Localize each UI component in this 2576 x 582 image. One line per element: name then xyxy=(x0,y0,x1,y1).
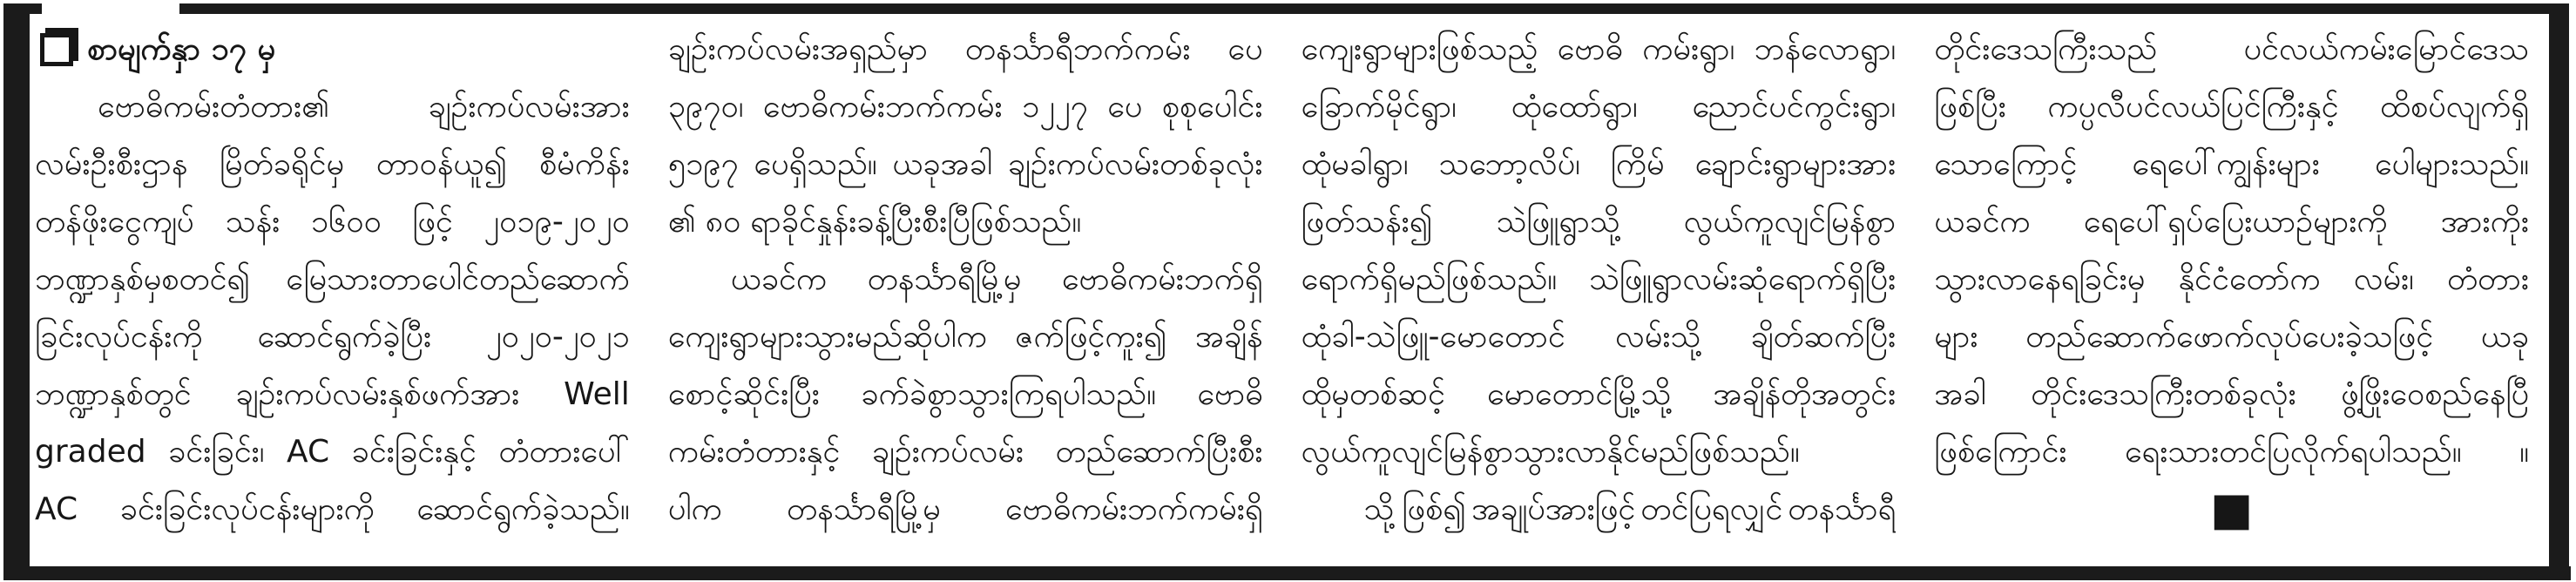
word: တနင်္သာရီမြို့မှ xyxy=(867,261,1022,297)
word: သဘော့လိပ်၊ xyxy=(1438,146,1580,182)
article-end-line xyxy=(1934,481,2529,538)
word: သို့ဖြစ်၍ xyxy=(1363,491,1467,527)
text-line xyxy=(668,193,1263,251)
word: တနင်္သာရီ xyxy=(1788,491,1897,527)
word: ခင်းခြင်းလုပ်ငန်းများကို xyxy=(119,491,375,527)
text-column-1 xyxy=(35,12,630,558)
text-line xyxy=(1302,366,1897,423)
word: တင်ပြရလျှင် xyxy=(1640,491,1783,527)
word: ဘန်လောရွာ၊ xyxy=(1754,31,1897,67)
word: တည်ဆောက်ပြီးစီး xyxy=(1055,434,1263,470)
word: ချဉ်းကပ်လမ်း xyxy=(871,434,1024,470)
word: ဇက်ဖြင့်ကူး၍ xyxy=(1015,319,1167,355)
frame-border-right xyxy=(2549,3,2569,579)
text-line xyxy=(35,78,630,136)
word: သွားလာနေရခြင်းမှ xyxy=(1934,261,2146,297)
word: ဘဏ္ဍာနှစ်မှစတင်၍ xyxy=(35,261,251,297)
word: ပေ xyxy=(1107,89,1143,125)
word: ဗောဓိ xyxy=(1197,376,1263,412)
word: ညောင်ပင်ကွင်းရွာ၊ xyxy=(1692,89,1897,125)
text-line xyxy=(35,308,630,366)
word: အချိန် xyxy=(1194,319,1263,355)
word: အခါ xyxy=(1934,376,1986,412)
text-column-4 xyxy=(1934,12,2529,558)
text-line xyxy=(668,136,1263,193)
word: တံတားပေါ် xyxy=(498,434,630,470)
word: ခက်ခဲစွာသွားကြရပါသည်။ xyxy=(861,376,1156,412)
word: AC xyxy=(35,491,78,527)
text-line xyxy=(668,308,1263,366)
word: ကြိမ် xyxy=(1610,146,1665,182)
frame-border-left xyxy=(3,3,30,579)
word: ကမ်းရွာ၊ xyxy=(1642,31,1735,67)
text-line xyxy=(668,481,1263,538)
text-line xyxy=(1934,136,2529,193)
word: ပေါများသည်။ xyxy=(2374,146,2529,182)
word: တည်ဆောက်ဖောက်လုပ်ပေးခဲ့သဖြင့် xyxy=(2025,319,2434,355)
word: ခင်းခြင်း၊ xyxy=(168,434,265,470)
word: ၏ xyxy=(667,204,696,240)
text-line xyxy=(1934,251,2529,308)
word: မြိတ်ခရိုင်မှ xyxy=(219,146,345,182)
word: တနင်္သာရီမြို့မှ xyxy=(786,491,941,527)
word: ခြင်းလုပ်ငန်းကို xyxy=(35,319,203,355)
word: များ xyxy=(1934,319,1978,355)
word: ဖြင့် xyxy=(412,204,453,240)
word: ဘဏ္ဍာနှစ်တွင် xyxy=(35,376,192,412)
word: ချဉ်းကပ်လမ်းအား xyxy=(428,89,630,125)
word: ဗောဓိကမ်းဘက်ကမ်းရှိ xyxy=(1004,491,1263,527)
word: ချဉ်းကပ်လမ်းအရှည်မှာ xyxy=(667,31,928,67)
text-line xyxy=(668,251,1263,308)
word: တိုင်းဒေသကြီးတစ်ခုလုံး xyxy=(2031,376,2296,412)
text-line xyxy=(1934,366,2529,423)
word: ဗောဓိကမ်းဘက်ရှိ xyxy=(1061,261,1263,297)
word: ခြောက်မိုင်ရွာ၊ xyxy=(1301,89,1457,125)
word: ပင်လယ်ကမ်းမြောင်ဒေသ xyxy=(2243,31,2529,67)
text-line xyxy=(35,423,630,481)
word: ၂၀၁၉-၂၀၂၀ xyxy=(483,204,630,240)
word: စောင့်ဆိုင်းပြီး xyxy=(667,376,820,412)
word: ဖြစ်ပြီး xyxy=(1934,89,2006,125)
word: အချိန်တိုအတွင်း xyxy=(1713,376,1897,412)
word: ဆောင်ရွက်ခဲ့ပြီး xyxy=(257,319,432,355)
word: ထုံထော်ရွာ၊ xyxy=(1511,89,1638,125)
word: ဗောဓိ xyxy=(1557,31,1623,67)
word: လွယ်ကူလျင်မြန်စွာ xyxy=(1683,204,1897,240)
word: ဆောင်ရွက်ခဲ့သည်။ xyxy=(416,491,630,527)
text-line xyxy=(1302,308,1897,366)
word: ယခင်က xyxy=(730,261,828,297)
text-line xyxy=(35,251,630,308)
word: ဗောဓိကမ်းဘက်ကမ်း xyxy=(762,89,1003,125)
text-line xyxy=(35,481,630,538)
word: ချဉ်းကပ်လမ်းတစ်ခုလုံး xyxy=(1007,146,1263,182)
word: ရေပေါ်ကျွန်းများ xyxy=(2132,146,2320,182)
text-line xyxy=(668,21,1263,78)
word: ရာခိုင်နှုန်းခန့်ပြီးစီးပြီဖြစ်သည်။ xyxy=(750,204,1082,240)
word: ၅၁၉၇ xyxy=(667,146,739,182)
word: သန်း xyxy=(225,204,281,240)
word: ကမ်းတံတားနှင့် xyxy=(667,434,841,470)
text-line xyxy=(668,423,1263,481)
word: သဲဖြူရွာလမ်းဆုံရောက်ရှိပြီး xyxy=(1589,261,1897,297)
word: မောတောင်မြို့သို့ xyxy=(1487,376,1672,412)
text-line xyxy=(668,78,1263,136)
continued-from-square-icon xyxy=(40,33,73,66)
word: ပေရှိသည်။ xyxy=(754,146,877,182)
word: မြေသားတာပေါင်တည်ဆောက် xyxy=(286,261,630,297)
text-line xyxy=(1934,78,2529,136)
word: စီမံကိန်း xyxy=(538,146,630,182)
word: ချိတ်ဆက်ပြီး xyxy=(1750,319,1897,355)
text-line xyxy=(1302,423,1897,481)
word: ၈၀ xyxy=(705,204,741,240)
word: လမ်းသို့ xyxy=(1615,319,1701,355)
word: သောကြောင့် xyxy=(1934,146,2078,182)
word: ၂၀၂၀-၂၀၂၁ xyxy=(486,319,630,355)
continued-from-label: စာမျက်နှာ ၁၇ မှ xyxy=(87,31,276,67)
word: နိုင်ငံတော်က xyxy=(2178,261,2321,297)
word: ရောက်ရှိမည်ဖြစ်သည်။ xyxy=(1301,261,1558,297)
text-line xyxy=(1934,308,2529,366)
continued-from-header xyxy=(35,21,630,78)
word: ထုံခါ-သဲဖြူ-မောတောင် xyxy=(1301,319,1565,355)
word: ။ xyxy=(2519,434,2529,470)
word: ဗောဓိကမ်းတံတား၏ xyxy=(98,89,330,125)
word: သဲဖြူရွာသို့ xyxy=(1496,204,1620,240)
text-line xyxy=(1302,21,1897,78)
word: ပေ xyxy=(1227,31,1263,67)
word: ချဉ်းကပ်လမ်းနှစ်ဖက်အား xyxy=(235,376,520,412)
word: ပါက xyxy=(667,491,722,527)
word: ရေးသားတင်ပြလိုက်ရပါသည်။ xyxy=(2125,434,2462,470)
text-line xyxy=(1934,21,2529,78)
word: ၁၂၂၇ xyxy=(1022,89,1088,125)
word: စုစုပေါင်း xyxy=(1161,89,1263,125)
word: အချုပ်အားဖြင့် xyxy=(1471,491,1636,527)
text-line xyxy=(35,136,630,193)
text-line xyxy=(1934,423,2529,481)
text-line xyxy=(1302,78,1897,136)
article-columns xyxy=(35,12,2529,558)
word: ထိစပ်လျက်ရှိ xyxy=(2380,89,2529,125)
text-line xyxy=(1302,251,1897,308)
text-line xyxy=(35,193,630,251)
word: လမ်း၊ xyxy=(2353,261,2414,297)
text-line xyxy=(668,366,1263,423)
frame-border-bottom xyxy=(3,566,2571,580)
word: graded xyxy=(35,434,146,470)
word: ထုံမခါရွာ၊ xyxy=(1301,146,1409,182)
word: ကျေးရွာများဖြစ်သည့် xyxy=(1301,31,1538,67)
text-line xyxy=(1934,193,2529,251)
text-line xyxy=(1302,193,1897,251)
word: ယခုအခါ xyxy=(892,146,993,182)
word: ဖြစ်ကြောင်း xyxy=(1934,434,2067,470)
word: တံတား xyxy=(2446,261,2529,297)
text-line xyxy=(35,366,630,423)
text-column-3 xyxy=(1302,12,1897,558)
word: ရေပေါ်ရှပ်ပြေးယာဉ်များကို xyxy=(2083,204,2388,240)
word: တိုင်းဒေသကြီးသည် xyxy=(1934,31,2158,67)
word: AC xyxy=(286,434,330,470)
word: တနင်္သာရီဘက်ကမ်း xyxy=(964,31,1191,67)
text-column-2 xyxy=(668,12,1263,558)
word: တာဝန်ယူ၍ xyxy=(375,146,508,182)
word: ယခု xyxy=(2480,319,2529,355)
text-line xyxy=(1302,136,1897,193)
word: Well xyxy=(564,376,630,412)
word: လမ်းဦးစီးဌာန xyxy=(35,146,188,182)
word: အားကိုး xyxy=(2440,204,2529,240)
word: ယခင်က xyxy=(1934,204,2031,240)
word: ၁၆၀၀ xyxy=(310,204,382,240)
word: ၃၉၇၀၊ xyxy=(667,89,744,125)
word: ဖြတ်သန်း၍ xyxy=(1301,204,1433,240)
word: ကျေးရွာများသွားမည်ဆိုပါက xyxy=(667,319,987,355)
word: ကပ္ပလီပင်လယ်ပြင်ကြီးနှင့် xyxy=(2047,89,2339,125)
article-end-square-icon: ■ xyxy=(2210,484,2254,536)
word: ခင်းခြင်းနှင့် xyxy=(351,434,477,470)
word: လွယ်ကူလျင်မြန်စွာသွားလာနိုင်မည်ဖြစ်သည်။ xyxy=(1301,434,1800,470)
word: တန်ဖိုးငွေကျပ် xyxy=(35,204,195,240)
word: ချောင်းရွာများအား xyxy=(1694,146,1897,182)
word: ဖွံ့ဖြိုးဝေစည်နေပြီ xyxy=(2341,376,2529,412)
word: ထိုမှတစ်ဆင့် xyxy=(1301,376,1445,412)
text-line xyxy=(1302,481,1897,538)
